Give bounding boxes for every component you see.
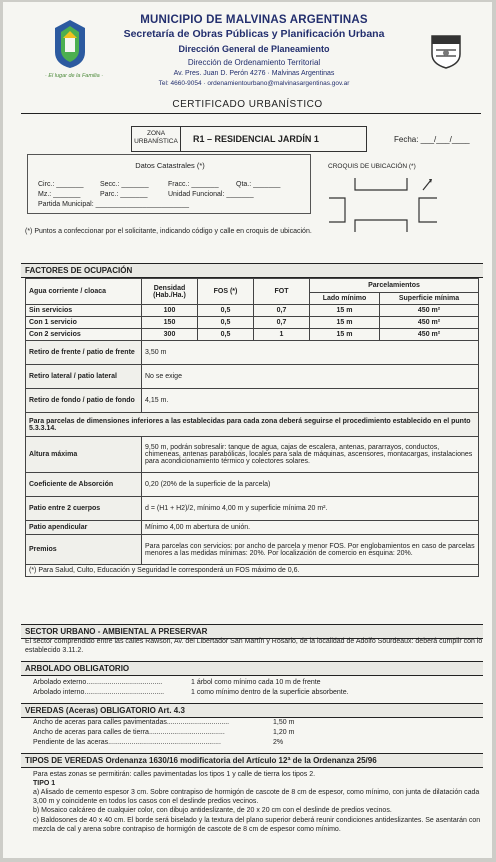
secretaria-name: Secretaría de Obras Públicas y Planificación Urbana (123, 28, 385, 40)
cell-superficie: 450 m² (380, 305, 479, 317)
th-fos: FOS (*) (198, 279, 254, 305)
tipo1-a: a) Alisado de cemento espesor 3 cm. Sobre contrapiso de hormigón de cascote de 8 cm de espesor, como mínimo, con junta de dilatación cada 3,00 m y coincidente en todos los casos con el deslinde predios vecinos. (33, 789, 480, 805)
retiro-fondo-label: Retiro de fondo / patio de fondo (26, 389, 142, 413)
factores-table (25, 278, 479, 577)
cell-densidad: 150 (142, 317, 198, 329)
municipality-logo-icon (51, 18, 89, 70)
cell-fot: 0,7 (254, 305, 310, 317)
aceras-pav-label: Ancho de aceras para calles pavimentadas................................ (33, 719, 230, 726)
apendicular-label: Patio apendicular (26, 521, 142, 535)
cell-fot: 0,7 (254, 317, 310, 329)
arbolado-section-title: ARBOLADO OBLIGATORIO (21, 661, 483, 676)
arbolado-externo-value: 1 árbol como mínimo cada 10 m de frente (191, 679, 321, 686)
zone-label: ZONA URBANÍSTICA (131, 126, 181, 152)
address: Av. Pres. Juan D. Perón 4276 · Malvinas Argentinas (173, 70, 335, 77)
croquis-title: CROQUIS DE UBICACIÓN (*) (328, 163, 416, 170)
solicitant-note: (*) Puntos a confeccionar por el solicitante, indicando código y calle en croquis de ubicación. (25, 228, 312, 235)
altura-value: 9,50 m, podrán sobresalir: tanque de agua, cajas de escalera, antenas, pararrayos, conductos, chimeneas, antenas parabólicas, locales para sala de máquinas, ascensores, montacargas, instalaciones para acondicionamiento térmico y colectores solares. (142, 437, 479, 473)
unidad-funcional-field[interactable]: Unidad Funcional: _______ (168, 191, 254, 198)
table-row (26, 305, 479, 317)
cell-lado: 15 m (310, 305, 380, 317)
date-field[interactable]: Fecha: ___/___/____ (394, 135, 470, 144)
cell-lado: 15 m (310, 329, 380, 341)
aceras-tierra-value: 1,20 m (273, 729, 295, 736)
parcelas-note: Para parcelas de dimensiones inferiores a las establecidas para cada zona deberá seguirse el procedimiento establecido en el punto 5.3.3.14. (26, 413, 479, 437)
table-row (26, 329, 479, 341)
th-parcelamientos: Parcelamientos (310, 279, 479, 293)
cell-fos: 0,5 (198, 317, 254, 329)
letterhead (3, 2, 492, 98)
fos-note: (*) Para Salud, Culto, Educación y Seguridad le corresponderá un FOS máximo de 0,6. (26, 565, 479, 577)
premios-label: Premios (26, 535, 142, 565)
certificate-title: CERTIFICADO URBANÍSTICO (172, 99, 323, 110)
cell-superficie: 450 m² (380, 317, 479, 329)
apendicular-value: Mínimo 4,00 m abertura de unión. (142, 521, 479, 535)
tipo1-c: c) Baldosones de 40 x 40 cm. El borde será biselado y la textura del plano superior deberá reunir condiciones antideslizantes. Se asentarán con mezcla de cal y arena sobre contrapiso de hormigón de cascote de 8 cm de espesor como mínimo. (33, 817, 481, 833)
arbolado-interno-value: 1 como mínimo dentro de la superficie absorbente. (191, 689, 349, 696)
cell-fos: 0,5 (198, 329, 254, 341)
veredas-section-title: VEREDAS (Aceras) OBLIGATORIO Art. 4.3 (21, 703, 483, 718)
absorcion-value: 0,20 (20% de la superficie de la parcela) (142, 473, 479, 497)
fracc-field[interactable]: Fracc.: _______ (168, 181, 219, 188)
arbolado-interno-label: Arbolado interno......................................... (33, 689, 165, 696)
cadastral-title: Datos Catastrales (*) (135, 161, 205, 170)
retiro-lateral-value: No se exige (142, 365, 479, 389)
th-lado: Lado mínimo (310, 293, 380, 305)
tipos-section-title: TIPOS DE VEREDAS Ordenanza 1630/16 modificatoria del Artículo 12ª de la Ordenanza 25/96 (21, 753, 483, 768)
cell-fos: 0,5 (198, 305, 254, 317)
cell-densidad: 300 (142, 329, 198, 341)
certificate-page (3, 2, 492, 858)
table-row (26, 317, 479, 329)
factores-section-title: FACTORES DE OCUPACIÓN (21, 263, 483, 278)
tipo1-heading: TIPO 1 (33, 780, 56, 787)
circ-field[interactable]: Circ.: _______ (38, 181, 84, 188)
location-sketch (325, 174, 445, 246)
municipality-name: MUNICIPIO DE MALVINAS ARGENTINAS (140, 14, 368, 26)
aceras-pav-value: 1,50 m (273, 719, 295, 726)
mz-field[interactable]: Mz.: _______ (38, 191, 81, 198)
secc-field[interactable]: Secc.: _______ (100, 181, 149, 188)
zone-value: R1 – RESIDENCIAL JARDÍN 1 (181, 126, 367, 152)
row-label: Con 2 servicios (26, 329, 142, 341)
parc-field[interactable]: Parc.: _______ (100, 191, 148, 198)
th-superficie: Superficie mínima (380, 293, 479, 305)
th-densidad: Densidad (Hab./Ha.) (142, 279, 198, 305)
arbolado-externo-label: Arbolado externo....................................... (33, 679, 163, 686)
logo-tagline: · El lugar de la Familia · (44, 73, 104, 79)
th-agua: Agua corriente / cloaca (26, 279, 142, 305)
pendiente-value: 2% (273, 739, 284, 746)
pendiente-label: Pendiente de las aceras.......................................................... (33, 739, 221, 746)
retiro-lateral-label: Retiro lateral / patio lateral (26, 365, 142, 389)
sector-text: El sector comprendido entre las calles Rawson, Av. del Libertador San Martín y Rosario, de la localidad de Adolfo Sourdeaux: deberá cumplir con lo establecido 3.11.2. (25, 638, 483, 654)
row-label: Con 1 servicio (26, 317, 142, 329)
crest-icon (428, 32, 464, 70)
direccion: Dirección de Ordenamiento Territorial (187, 58, 321, 67)
cadastral-data-box (27, 154, 311, 214)
sector-section-title: SECTOR URBANO - AMBIENTAL A PRESERVAR (21, 624, 483, 639)
tipos-intro: Para estas zonas se permitirán: calles pavimentadas los tipos 1 y calle de tierra los tipos 2. (33, 771, 316, 778)
aceras-tierra-label: Ancho de aceras para calles de tierra....................................... (33, 729, 225, 736)
qta-field[interactable]: Qta.: _______ (236, 181, 281, 188)
patio-value: d = (H1 + H2)/2, mínimo 4,00 m y superficie mínima 20 m². (142, 497, 479, 521)
cell-lado: 15 m (310, 317, 380, 329)
premios-value: Para parcelas con servicios: por ancho de parcela y menor FOS. Por englobamientos en caso de parcelas menores a las medidas mínimas: 20%. Por localización de comercio en esquina: 20%. (142, 535, 479, 565)
cell-densidad: 100 (142, 305, 198, 317)
altura-label: Altura máxima (26, 437, 142, 473)
cell-superficie: 450 m² (380, 329, 479, 341)
absorcion-label: Coeficiente de Absorción (26, 473, 142, 497)
partida-field[interactable]: Partida Municipal: ________________________ (38, 201, 190, 208)
row-label: Sin servicios (26, 305, 142, 317)
cell-fot: 1 (254, 329, 310, 341)
title-rule (21, 113, 481, 114)
retiro-frente-value: 3,50 m (142, 341, 479, 365)
tipo1-b: b) Mosaico calcáreo de cualquier color, con dibujo antideslizante, de 20 x 20 cm con el deslinde de predios vecinos. (33, 807, 392, 814)
retiro-fondo-value: 4,15 m. (142, 389, 479, 413)
th-fot: FOT (254, 279, 310, 305)
direccion-general: Dirección General de Planeamiento (178, 44, 330, 54)
retiro-frente-label: Retiro de frente / patio de frente (26, 341, 142, 365)
contact: Tel: 4660-9054 · ordenamientourbano@malvinasargentinas.gov.ar (158, 80, 350, 87)
patio-label: Patio entre 2 cuerpos (26, 497, 142, 521)
